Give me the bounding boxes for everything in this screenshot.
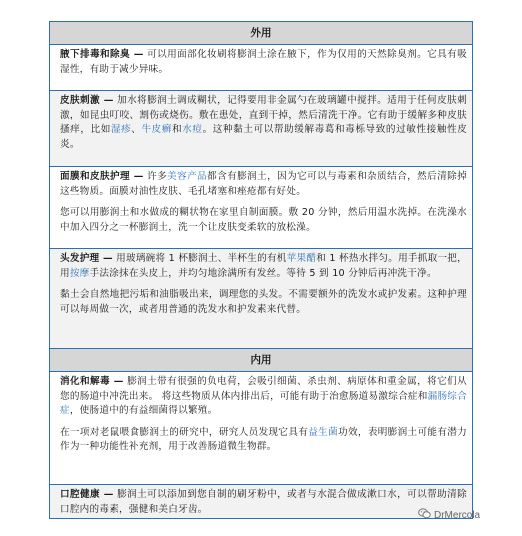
table-row-armpit — [50, 45, 472, 91]
table-row-oral — [50, 485, 472, 519]
table-row-hair — [50, 249, 472, 349]
item-text: 和 — [172, 124, 183, 135]
link-eczema[interactable]: 湿疹 — [110, 124, 132, 135]
section-title-internal: 内用 — [250, 354, 272, 366]
item-text: 、 — [131, 124, 142, 135]
link-chickenpox[interactable]: 水痘 — [182, 124, 203, 135]
paragraph — [60, 48, 467, 77]
link-beauty-products[interactable]: 美容产品 — [167, 171, 208, 182]
item-title: 消化和解毒 — — [60, 376, 124, 387]
link-psoriasis[interactable]: 牛皮癣 — [141, 124, 173, 135]
item-title: 皮肤刺激 — — [60, 95, 114, 106]
item-text: 和 1 杯热水拌匀。用手抓取一把，用 — [60, 253, 467, 279]
section-title-external: 外用 — [250, 27, 272, 39]
paragraph — [60, 488, 467, 517]
watermark — [418, 508, 480, 521]
item-text: 手法涂抹在头皮上，并均匀地涂满所有发丝。等待 5 到 10 分钟后再冲洗干净。 — [89, 267, 437, 279]
paragraph — [60, 426, 467, 455]
paragraph — [60, 94, 467, 152]
item-text: 在一项对老鼠喂食膨润土的研究中，研究人员发现它具有 — [60, 426, 309, 438]
wechat-logo-icon — [418, 508, 431, 519]
item-title: 面膜和皮肤护理 — — [60, 171, 144, 182]
item-text: 许多 — [143, 171, 168, 182]
link-leaky-gut[interactable]: 漏肠综合症 — [60, 390, 467, 416]
paragraph: 黏土会自然地把污垢和油脂吸出来，调理您的头发。不需要额外的洗发水或护发素。这种护理可以每周做一次，或者用普通的洗发水和护发素来代替。 — [60, 289, 467, 315]
table-row-digest — [50, 372, 472, 485]
watermark-text: DrMercola — [434, 510, 481, 521]
item-text: 都含有膨润土，因为它可以与毒素和杂质结合，然后清除掉这些物质。面膜对油性皮肤、毛孔堵塞和痤疮都有好处。 — [60, 171, 467, 197]
paragraph: 您可以用膨润土和水做成的糊状物在家里自制面膜。敷 20 分钟，然后用温水洗掉。在洗澡水中加入四分之一杯膨润土，洗一个让皮肤变柔软的放松澡。 — [60, 207, 467, 233]
item-text: 用玻璃碗将 1 杯膨润土、半杯生的有机 — [112, 253, 287, 264]
item-title: 腋下排毒和除臭 — — [60, 49, 144, 60]
item-text: 膨润土可以添加到您自制的刷牙粉中，或者与水混合做成漱口水，可以帮助清除口腔内的毒素，强健和美白牙齿。 — [60, 489, 467, 515]
link-probiotics[interactable]: 益生菌 — [308, 426, 339, 438]
section-header-external — [50, 22, 472, 45]
link-apple-cider-vinegar[interactable]: 苹果醋 — [286, 253, 317, 264]
paragraph — [60, 170, 467, 199]
table-row-skin — [50, 91, 472, 167]
uses-table — [49, 21, 473, 519]
paragraph — [60, 252, 467, 281]
item-title: 口腔健康 — — [60, 489, 114, 500]
paragraph — [60, 375, 467, 419]
item-text: ，使肠道中的有益细菌得以繁殖。 — [69, 405, 218, 416]
item-text: 膨润土带有很强的负电荷，会吸引细菌、杀虫剂、病原体和重金属，将它们从您的肠道中冲洗出来。 将这些物质从体内排出后，可能有助于治愈肠道易激综合症和 — [60, 376, 467, 402]
item-text: 加水将膨润土调成糊状，记得要用非金属勺在玻璃罐中搅拌。适用于任何皮肤刺激，如昆虫叮咬、割伤或烧伤。敷在患处，直到干掉，然后清洗干净。它有助于缓解多种皮肤搔痒，比如 — [60, 95, 467, 135]
item-text: 。这种黏土可以帮助缓解毒葛和毒栎导致的过敏性接触性皮炎。 — [60, 124, 468, 150]
table-row-face — [50, 167, 472, 249]
item-text: 可以用面部化妆刷将膨润土涂在腋下，作为仅用的天然除臭剂。它具有吸湿性，有助于减少异味。 — [60, 49, 467, 75]
item-text: 功效，表明膨润土可能有潜力作为一种功能性补充剂，用于改善肠道微生物群。 — [60, 426, 468, 452]
link-massage[interactable]: 按摩 — [69, 267, 90, 279]
section-header-internal — [50, 349, 472, 372]
item-title: 头发护理 — — [60, 253, 113, 264]
